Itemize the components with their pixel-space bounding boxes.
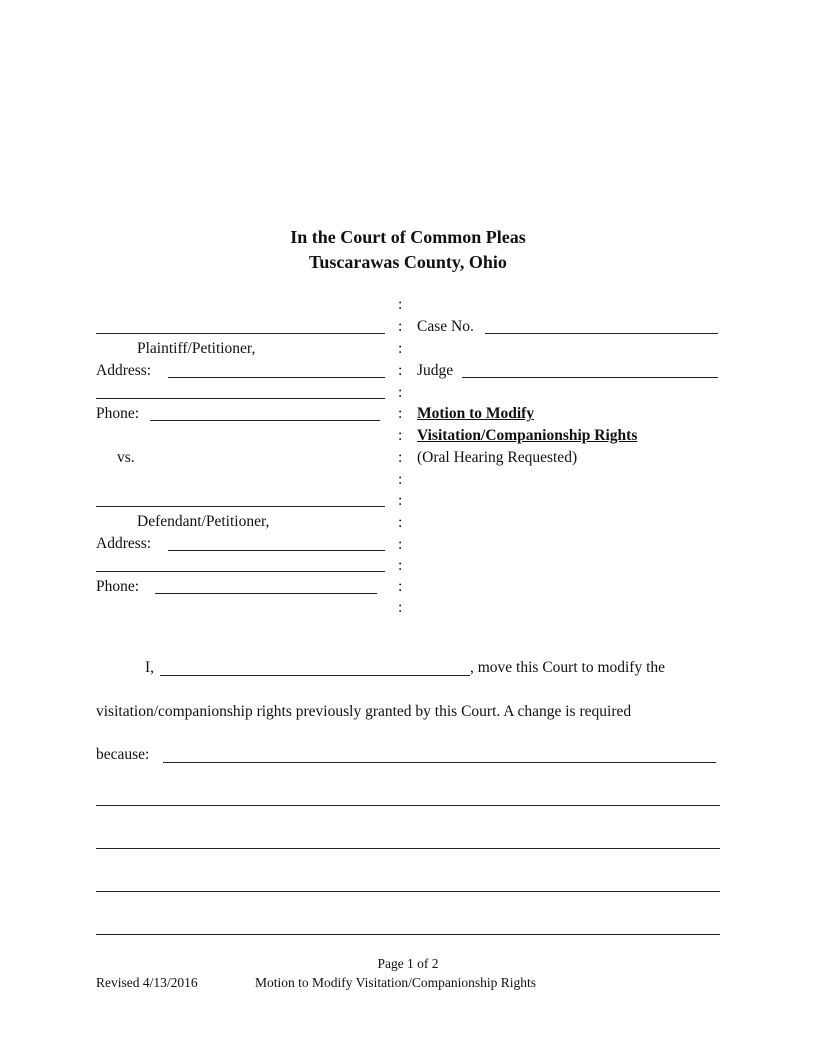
motion-title-line2: Visitation/Companionship Rights (417, 427, 638, 444)
colon: : (398, 514, 403, 531)
colon: : (398, 536, 403, 553)
plaintiff-label: Plaintiff/Petitioner, (137, 340, 256, 357)
i-label: I, (145, 659, 155, 676)
reason-line[interactable] (96, 805, 720, 806)
colon: : (398, 318, 403, 335)
colon: : (398, 384, 403, 401)
motion-title-line1: Motion to Modify (417, 405, 535, 422)
footer-form-title: Motion to Modify Visitation/Companionship Rights (255, 975, 536, 990)
plaintiff-address-line2-field[interactable] (96, 398, 385, 399)
colon: : (398, 578, 403, 595)
colon: : (398, 599, 403, 616)
colon: : (398, 362, 403, 379)
plaintiff-phone-field[interactable] (150, 420, 380, 421)
reason-line[interactable] (96, 891, 720, 892)
county-title: Tuscarawas County, Ohio (309, 252, 507, 272)
plaintiff-address-field[interactable] (168, 377, 385, 378)
reason-field[interactable] (163, 762, 716, 763)
plaintiff-name-field[interactable] (96, 333, 385, 334)
colon: : (398, 492, 403, 509)
defendant-name-field[interactable] (96, 506, 385, 507)
movant-name-field[interactable] (160, 675, 470, 676)
defendant-phone-label: Phone: (96, 578, 140, 595)
page-number: Page 1 of 2 (377, 956, 439, 971)
oral-hearing-note: (Oral Hearing Requested) (417, 449, 578, 466)
court-title: In the Court of Common Pleas (290, 227, 526, 247)
judge-label: Judge (417, 362, 454, 379)
defendant-address-label: Address: (96, 535, 152, 552)
colon: : (398, 340, 403, 357)
move-text: , move this Court to modify the (470, 659, 666, 676)
reason-line[interactable] (96, 934, 720, 935)
plaintiff-phone-label: Phone: (96, 405, 140, 422)
because-label: because: (96, 746, 150, 763)
defendant-address-field[interactable] (168, 550, 385, 551)
case-no-field[interactable] (485, 333, 718, 334)
defendant-phone-field[interactable] (155, 593, 377, 594)
colon: : (398, 557, 403, 574)
judge-field[interactable] (462, 377, 718, 378)
colon: : (398, 449, 403, 466)
colon: : (398, 296, 403, 313)
case-no-label: Case No. (417, 318, 474, 335)
colon: : (398, 427, 403, 444)
vs-label: vs. (117, 449, 135, 466)
colon: : (398, 471, 403, 488)
defendant-label: Defendant/Petitioner, (137, 513, 270, 530)
plaintiff-address-label: Address: (96, 362, 152, 379)
colon: : (398, 405, 403, 422)
reason-line[interactable] (96, 848, 720, 849)
body-line2: visitation/companionship rights previously granted by this Court. A change is required (96, 703, 632, 720)
defendant-address-line2-field[interactable] (96, 571, 385, 572)
revised-date: Revised 4/13/2016 (96, 975, 198, 990)
